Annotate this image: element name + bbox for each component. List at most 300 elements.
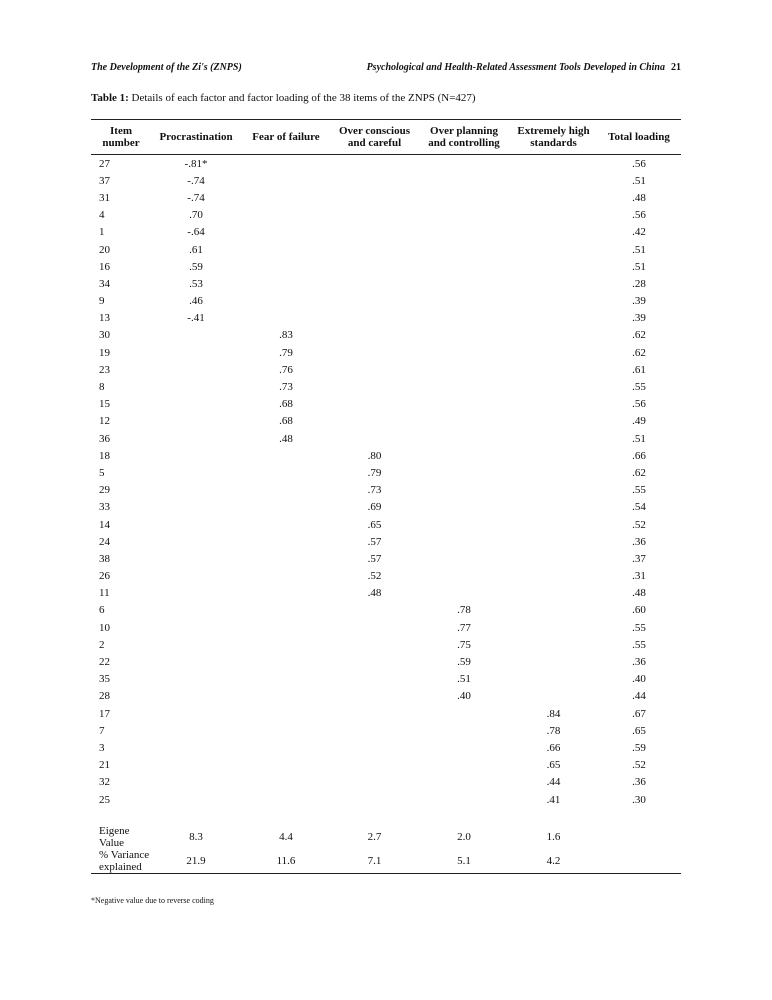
column-header [510, 120, 597, 155]
summary-label-cell [91, 825, 151, 849]
item-number-cell: 17 [99, 707, 110, 720]
loading-cell [151, 447, 241, 464]
loading-cell [151, 602, 241, 619]
loading-cell [418, 550, 510, 567]
item-number-cell: 27 [99, 157, 110, 170]
loading-cell: .51 [632, 432, 646, 445]
table-caption-label: Table 1: [91, 92, 129, 104]
loading-cell [510, 688, 597, 705]
header-row [91, 120, 681, 155]
loading-cell [241, 705, 331, 722]
loading-cell: .55 [632, 484, 646, 497]
loading-cell [510, 224, 597, 241]
loading-cell: .57 [367, 552, 382, 565]
item-number-cell: 31 [99, 191, 110, 204]
table-row [91, 671, 681, 688]
loading-cell [510, 619, 597, 636]
spacer-cell [597, 808, 681, 825]
loading-cell [510, 550, 597, 567]
loading-cell: .48 [632, 587, 646, 600]
loading-cell [241, 207, 331, 224]
item-number-cell: 16 [99, 260, 110, 273]
spacer-cell [331, 808, 418, 825]
table-caption-text: Details of each factor and factor loading of the 38 items of the ZNPS (N=427) [131, 92, 476, 104]
table-row [91, 344, 681, 361]
loading-cell [418, 361, 510, 378]
loading-cell [241, 757, 331, 774]
item-number-cell: 38 [99, 552, 110, 565]
loading-cell [151, 327, 241, 344]
loading-cell [241, 241, 331, 258]
item-number-cell: 10 [99, 621, 110, 634]
loading-cell [151, 361, 241, 378]
summary-value-cell: 1.6 [546, 831, 561, 844]
loading-cell: .78 [546, 724, 561, 737]
table-row [91, 241, 681, 258]
item-number-cell: 32 [99, 776, 110, 789]
item-number-cell: 25 [99, 793, 110, 806]
loading-cell [241, 774, 331, 791]
item-number-cell: 2 [99, 638, 105, 651]
loading-cell: .65 [632, 724, 646, 737]
loading-cell [241, 482, 331, 499]
column-header [597, 120, 681, 155]
table-row [91, 327, 681, 344]
summary-value-cell: 4.2 [510, 849, 597, 874]
loading-cell [331, 722, 418, 739]
loading-cell [418, 464, 510, 481]
loading-cell [510, 241, 597, 258]
item-number-cell: 21 [99, 759, 110, 772]
loading-cell: .56 [632, 209, 646, 222]
loading-cell [418, 516, 510, 533]
summary-value-cell: 2.0 [457, 831, 471, 844]
loading-cell [418, 327, 510, 344]
loading-cell [151, 464, 241, 481]
item-number-cell: 18 [99, 449, 110, 462]
loading-cell [151, 568, 241, 585]
loading-cell [331, 275, 418, 292]
item-number-cell: 35 [99, 673, 110, 686]
table-row [91, 774, 681, 791]
loading-cell: .66 [632, 449, 646, 462]
loading-cell [418, 568, 510, 585]
loading-cell: .49 [632, 415, 646, 428]
spacer-cell [418, 808, 510, 825]
item-number-cell: 13 [99, 312, 110, 325]
loading-cell [418, 447, 510, 464]
table-row [91, 293, 681, 310]
item-number-cell: 7 [99, 724, 105, 737]
loading-cell [418, 533, 510, 550]
loading-cell [151, 791, 241, 808]
loading-cell: -.81* [184, 157, 208, 170]
summary-value-cell [597, 849, 681, 874]
loading-cell [331, 224, 418, 241]
loading-cell [510, 275, 597, 292]
loading-cell [241, 602, 331, 619]
loading-cell [510, 430, 597, 447]
table-row [91, 653, 681, 670]
item-number-cell: 14 [99, 518, 110, 531]
loading-cell: .65 [367, 518, 382, 531]
item-number-cell: 34 [99, 277, 110, 290]
loading-cell: .56 [632, 157, 646, 170]
loading-cell [418, 172, 510, 189]
loading-cell [510, 636, 597, 653]
loading-cell: .62 [632, 329, 646, 342]
loading-cell [418, 791, 510, 808]
loading-cell [241, 568, 331, 585]
loading-cell [510, 533, 597, 550]
table-row [91, 568, 681, 585]
page-number: 21 [671, 62, 681, 73]
loading-cell: .59 [189, 260, 203, 273]
table-row [91, 378, 681, 395]
item-number-cell: 4 [99, 209, 105, 222]
loading-cell [151, 344, 241, 361]
loading-cell [151, 396, 241, 413]
loading-cell [241, 585, 331, 602]
loading-cell [151, 739, 241, 756]
loading-cell [510, 602, 597, 619]
table-row [91, 516, 681, 533]
loading-cell [241, 155, 331, 173]
summary-value-cell: 11.6 [241, 849, 331, 874]
loading-cell [418, 378, 510, 395]
loading-cell [331, 705, 418, 722]
loading-cell: .48 [632, 191, 646, 204]
loading-cell: .79 [367, 466, 382, 479]
loading-cell [418, 396, 510, 413]
loading-cell [510, 344, 597, 361]
item-number-cell: 36 [99, 432, 110, 445]
table-row [91, 396, 681, 413]
loading-cell: .28 [632, 277, 646, 290]
loading-cell [510, 189, 597, 206]
loading-cell [151, 688, 241, 705]
loading-cell [418, 189, 510, 206]
loading-cell [151, 774, 241, 791]
summary-label-line: explained [99, 861, 142, 874]
table-row [91, 413, 681, 430]
item-number-cell: 9 [99, 295, 105, 308]
loading-cell: -.74 [187, 191, 205, 204]
loading-cell [241, 791, 331, 808]
table-row [91, 550, 681, 567]
loading-cell [510, 378, 597, 395]
summary-label-cell [91, 849, 151, 874]
item-number-cell: 29 [99, 484, 110, 497]
loading-cell: .62 [632, 466, 646, 479]
loading-cell: .70 [189, 209, 203, 222]
loading-cell [241, 224, 331, 241]
loading-cell [241, 293, 331, 310]
factor-loading-table [91, 119, 681, 874]
summary-value-cell: 5.1 [418, 849, 510, 874]
loading-cell [331, 671, 418, 688]
loading-cell [151, 757, 241, 774]
loading-cell [151, 653, 241, 670]
loading-cell: .67 [632, 707, 646, 720]
item-number-cell: 33 [99, 501, 110, 514]
loading-cell [241, 619, 331, 636]
loading-cell [241, 275, 331, 292]
table-row [91, 275, 681, 292]
loading-cell [241, 688, 331, 705]
loading-cell: .65 [546, 759, 561, 772]
loading-cell [331, 241, 418, 258]
loading-cell: .51 [632, 243, 646, 256]
loading-cell: .62 [632, 346, 646, 359]
loading-cell: .40 [457, 690, 471, 703]
summary-value-cell: 8.3 [189, 831, 203, 844]
summary-value-cell [597, 825, 681, 849]
item-number-cell: 5 [99, 466, 105, 479]
loading-cell [331, 344, 418, 361]
column-header-line: Over conscious [339, 124, 410, 137]
loading-cell [331, 619, 418, 636]
loading-cell [331, 361, 418, 378]
table-row [91, 585, 681, 602]
running-header-right [367, 62, 681, 73]
loading-cell [151, 550, 241, 567]
loading-cell [151, 585, 241, 602]
loading-cell [418, 275, 510, 292]
table-row [91, 757, 681, 774]
loading-cell [418, 430, 510, 447]
loading-cell [331, 636, 418, 653]
column-header-line: Procrastination [159, 130, 233, 143]
loading-cell: .56 [632, 398, 646, 411]
summary-value-cell: 2.7 [367, 831, 382, 844]
loading-cell: .52 [632, 518, 646, 531]
loading-cell [151, 482, 241, 499]
loading-cell: .59 [457, 656, 471, 669]
loading-cell [510, 258, 597, 275]
spacer-cell [241, 808, 331, 825]
loading-cell [418, 293, 510, 310]
spacer-cell [151, 808, 241, 825]
item-number-cell: 24 [99, 535, 110, 548]
loading-cell: .59 [632, 741, 646, 754]
spacer-cell [91, 808, 151, 825]
loading-cell [151, 533, 241, 550]
item-number-cell: 26 [99, 570, 110, 583]
loading-cell [151, 430, 241, 447]
item-number-cell: 23 [99, 363, 110, 376]
running-header-left: The Development of the Zi's (ZNPS) [91, 62, 242, 73]
loading-cell [241, 739, 331, 756]
loading-cell: .73 [367, 484, 382, 497]
loading-cell [241, 653, 331, 670]
loading-cell [151, 722, 241, 739]
loading-cell [418, 207, 510, 224]
loading-cell [151, 671, 241, 688]
loading-cell [241, 172, 331, 189]
item-number-cell: 6 [99, 604, 105, 617]
loading-cell [418, 499, 510, 516]
loading-cell [510, 172, 597, 189]
loading-cell: .80 [367, 449, 382, 462]
loading-cell: .60 [632, 604, 646, 617]
loading-cell: .48 [367, 587, 382, 600]
table-row [91, 447, 681, 464]
loading-cell: .39 [632, 295, 646, 308]
loading-cell [151, 619, 241, 636]
table-row [91, 189, 681, 206]
loading-cell [331, 688, 418, 705]
table-row [91, 533, 681, 550]
loading-cell: .51 [457, 673, 471, 686]
loading-cell [241, 464, 331, 481]
loading-cell [331, 310, 418, 327]
loading-cell: .44 [632, 690, 646, 703]
loading-cell [331, 602, 418, 619]
table-row [91, 722, 681, 739]
loading-cell [331, 653, 418, 670]
loading-cell [331, 189, 418, 206]
loading-cell: .61 [632, 363, 646, 376]
loading-cell: .55 [632, 381, 646, 394]
loading-cell [331, 293, 418, 310]
loading-cell: .41 [546, 793, 561, 806]
loading-cell [510, 568, 597, 585]
loading-cell: .52 [367, 570, 382, 583]
loading-cell: .79 [279, 346, 293, 359]
loading-cell: -.41 [187, 312, 205, 325]
item-number-cell: 15 [99, 398, 110, 411]
loading-cell [241, 550, 331, 567]
loading-cell [241, 310, 331, 327]
running-header [91, 62, 681, 73]
table-row [91, 155, 681, 173]
item-number-cell: 37 [99, 174, 110, 187]
loading-cell [418, 774, 510, 791]
item-number-cell: 19 [99, 346, 110, 359]
column-header-line: Item [110, 124, 132, 137]
loading-cell: .36 [632, 656, 646, 669]
loading-cell [510, 464, 597, 481]
column-header [151, 120, 241, 155]
loading-cell: .51 [632, 174, 646, 187]
loading-cell [151, 499, 241, 516]
loading-cell [241, 258, 331, 275]
table-row [91, 705, 681, 722]
loading-cell: .68 [279, 415, 293, 428]
column-header-line: Over planning [430, 124, 498, 137]
loading-cell [418, 705, 510, 722]
loading-cell [241, 533, 331, 550]
loading-cell [510, 585, 597, 602]
loading-cell [331, 791, 418, 808]
journal-title: Psychological and Health-Related Assessment Tools Developed in China [366, 62, 665, 73]
loading-cell [418, 482, 510, 499]
loading-cell [418, 155, 510, 173]
loading-cell [331, 378, 418, 395]
summary-value-cell: 21.9 [151, 849, 241, 874]
loading-cell: .77 [457, 621, 471, 634]
loading-cell [418, 310, 510, 327]
loading-cell: .36 [632, 535, 646, 548]
loading-cell: .69 [367, 501, 382, 514]
summary-label-line: % Variance [99, 849, 150, 862]
item-number-cell: 1 [99, 226, 105, 239]
table-row [91, 172, 681, 189]
loading-cell: .66 [546, 741, 561, 754]
summary-value-cell: 7.1 [331, 849, 418, 874]
item-number-cell: 30 [99, 329, 110, 342]
loading-cell [331, 739, 418, 756]
table-row [91, 361, 681, 378]
loading-cell [510, 396, 597, 413]
table-row [91, 739, 681, 756]
column-header-line: Total loading [608, 130, 670, 143]
loading-cell [418, 585, 510, 602]
loading-cell [151, 636, 241, 653]
item-number-cell: 22 [99, 656, 110, 669]
loading-cell [241, 516, 331, 533]
loading-cell [241, 189, 331, 206]
table-row [91, 258, 681, 275]
loading-cell [418, 224, 510, 241]
loading-cell [510, 293, 597, 310]
loading-cell [510, 327, 597, 344]
table-row [91, 499, 681, 516]
loading-cell [510, 310, 597, 327]
item-number-cell: 20 [99, 243, 110, 256]
table-row [91, 791, 681, 808]
loading-cell [331, 172, 418, 189]
loading-cell: .57 [367, 535, 382, 548]
summary-row [91, 849, 681, 874]
loading-cell: -.64 [187, 226, 205, 239]
table-row [91, 224, 681, 241]
loading-cell: .51 [632, 260, 646, 273]
loading-cell [241, 447, 331, 464]
loading-cell: .36 [632, 776, 646, 789]
loading-cell: .54 [632, 501, 646, 514]
loading-cell [331, 757, 418, 774]
loading-cell: .44 [546, 776, 561, 789]
loading-cell [510, 361, 597, 378]
column-header-line: Extremely high [517, 124, 590, 137]
loading-cell [418, 722, 510, 739]
loading-cell [418, 344, 510, 361]
loading-cell [510, 207, 597, 224]
column-header-line: and controlling [428, 137, 500, 149]
column-header-line: Fear of failure [252, 130, 320, 143]
table-footnote: *Negative value due to reverse coding [91, 896, 214, 905]
loading-cell [510, 413, 597, 430]
loading-cell [510, 447, 597, 464]
table-header [91, 120, 681, 155]
column-header [331, 120, 418, 155]
loading-cell: .76 [279, 363, 293, 376]
table-row [91, 430, 681, 447]
column-header-line: number [102, 137, 140, 149]
loading-cell: .42 [632, 226, 646, 239]
loading-cell: .48 [279, 432, 293, 445]
loading-cell [510, 653, 597, 670]
item-number-cell: 28 [99, 690, 110, 703]
loading-cell: .40 [632, 673, 646, 686]
loading-cell: .83 [279, 329, 293, 342]
loading-cell [151, 413, 241, 430]
item-number-cell: 3 [99, 741, 105, 754]
summary-label-line: Value [99, 837, 125, 850]
table-row [91, 207, 681, 224]
